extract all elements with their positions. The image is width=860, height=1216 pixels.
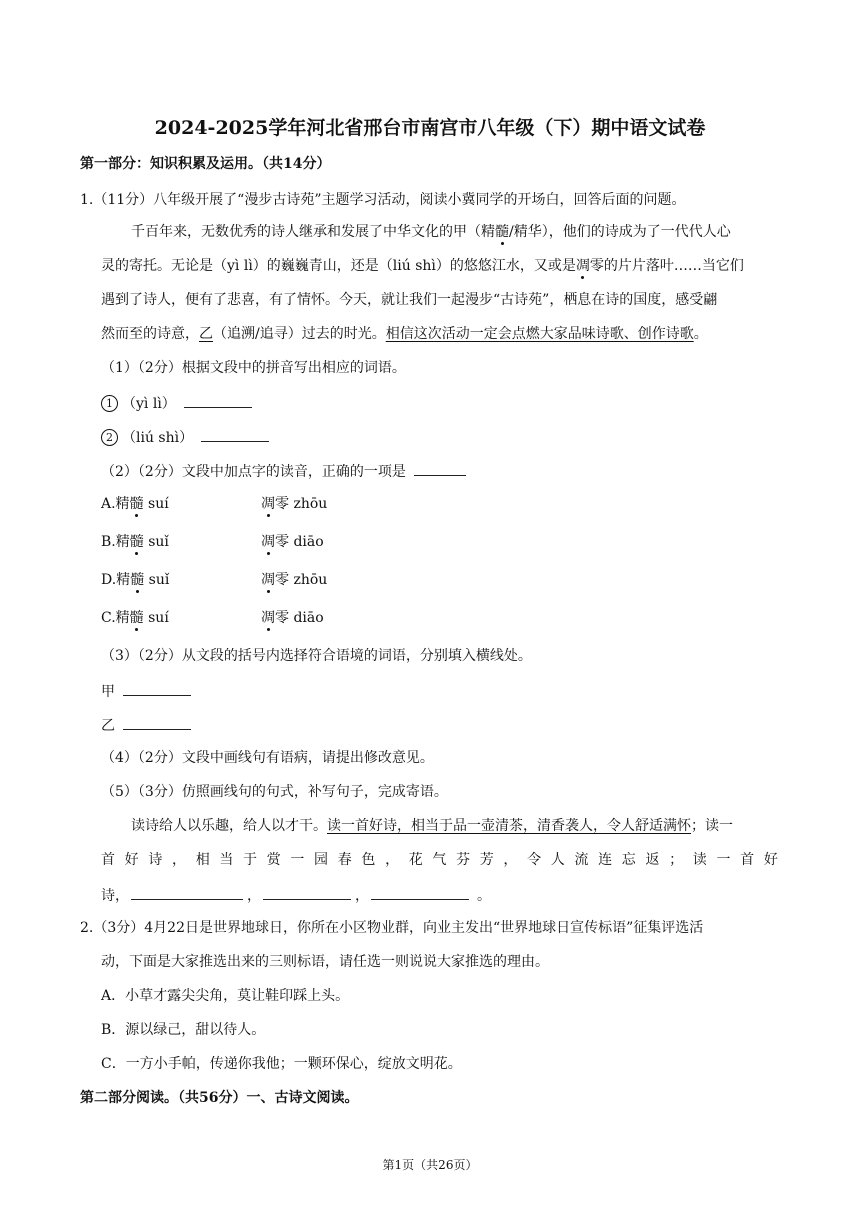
- blank-marker-yi: 乙: [199, 326, 213, 342]
- s5-char: 流: [574, 852, 589, 868]
- sub-question-4: （4）（2分）文段中画线句有语病，请提出修改意见。: [101, 750, 434, 766]
- question-text: （2）（2分）文段中加点字的读音，正确的一项是: [101, 464, 406, 480]
- s5-line-2: [101, 850, 778, 870]
- option-c-second: [261, 608, 324, 628]
- s5-punct: ，: [247, 888, 261, 904]
- s5-char: ；: [669, 852, 684, 868]
- sub-question-2: [101, 460, 466, 482]
- s5-char: 返: [645, 852, 660, 868]
- passage-text: 。: [693, 326, 708, 342]
- circled-number: 2: [101, 429, 118, 446]
- option-b: [101, 532, 169, 552]
- passage-text: /精华），他们的诗成为了一代代人心: [509, 224, 731, 240]
- option-a: [101, 494, 169, 514]
- part1-heading: 第一部分：知识积累及运用。（共14分）: [80, 156, 331, 172]
- underlined-sentence: 相信这次活动一定会点燃大家品味诗歌、创作诗歌: [385, 326, 694, 342]
- answer-blank[interactable]: [263, 884, 351, 900]
- circled-number: 1: [101, 395, 118, 412]
- answer-blank[interactable]: [131, 884, 243, 900]
- sub3-yi: [101, 714, 191, 736]
- passage-line-3: 遇到了诗人，便有了悲喜，有了情怀。今天，就让我们一起漫步“古诗苑”，栖息在诗的国度，感受翩: [101, 292, 718, 308]
- s5-char: 花: [408, 852, 423, 868]
- s5-char: 春: [337, 852, 352, 868]
- answer-blank[interactable]: [123, 714, 191, 730]
- pinyin: suǐ: [143, 534, 169, 550]
- s5-char: 园: [314, 852, 329, 868]
- s5-char: ，: [172, 852, 187, 868]
- option-b-second: [261, 532, 324, 552]
- pinyin: suǐ: [144, 572, 170, 588]
- q2-option-b: B．源以绿己，甜以待人。: [101, 1022, 266, 1038]
- answer-blank[interactable]: [184, 392, 252, 408]
- pinyin-label: （liú shì）: [122, 430, 194, 446]
- s5-line-1: [131, 816, 733, 836]
- s5-char: 好: [124, 852, 139, 868]
- passage-text: （追溯/追寻）过去的时光。: [213, 326, 386, 342]
- s5-text: 诗，: [101, 888, 129, 904]
- s5-char: ，: [503, 852, 518, 868]
- q2-stem-line-1: 2.（3分）4月22日是世界地球日，你所在小区物业群，向业主发出“世界地球日宣传标语”征集评选活: [80, 920, 704, 936]
- q2-option-c: C．一方小手帕，传递你我他；一颗环保心，绽放文明花。: [101, 1056, 462, 1072]
- s5-line-3: [101, 884, 491, 906]
- pinyin-label: （yì lì）: [122, 396, 176, 412]
- s5-char: 诗: [148, 852, 163, 868]
- s5-char: 当: [219, 852, 234, 868]
- option-prefix: D.精: [101, 572, 131, 588]
- s5-punct: ，: [355, 888, 369, 904]
- option-d-second: [261, 570, 327, 590]
- dotted-char: 凋: [575, 258, 590, 274]
- sub1-item-2: [101, 426, 269, 448]
- dotted-char: 髓: [129, 610, 144, 626]
- s5-text: ；读一: [691, 818, 733, 834]
- s5-char: 气: [432, 852, 447, 868]
- pinyin: 零 diāo: [275, 534, 324, 550]
- pinyin: 零 zhōu: [275, 496, 328, 512]
- s5-char: 连: [598, 852, 613, 868]
- option-d: [101, 570, 169, 590]
- pinyin: suí: [143, 610, 169, 626]
- s5-char: 首: [740, 852, 755, 868]
- sub-question-1: （1）（2分）根据文段中的拼音写出相应的词语。: [101, 360, 406, 376]
- page-footer: 第1页（共26页）: [382, 1158, 478, 1172]
- s5-char: 芬: [456, 852, 471, 868]
- option-c: [101, 608, 169, 628]
- blank-label: 甲: [101, 684, 115, 700]
- s5-char: 相: [195, 852, 210, 868]
- s5-char: 好: [763, 852, 778, 868]
- s5-char: 赏: [266, 852, 281, 868]
- s5-char: 一: [290, 852, 305, 868]
- sub-question-3: （3）（2分）从文段的括号内选择符合语境的词语，分别填入横线处。: [101, 648, 532, 664]
- pinyin: 零 zhōu: [275, 572, 328, 588]
- pinyin: 零 diāo: [275, 610, 324, 626]
- s5-char: 于: [243, 852, 258, 868]
- dotted-char: 髓: [129, 534, 144, 550]
- dotted-char: 凋: [261, 496, 275, 512]
- dotted-char: 髓: [495, 224, 509, 240]
- page-title: 2024-2025学年河北省邢台市南宫市八年级（下）期中语文试卷: [154, 117, 706, 139]
- dotted-char: 凋: [261, 572, 275, 588]
- s5-char: 令: [527, 852, 542, 868]
- passage-text: 零的片片落叶……当它们: [589, 258, 744, 274]
- blank-label: 乙: [101, 718, 115, 734]
- pinyin: suí: [143, 496, 169, 512]
- s5-char: 忘: [621, 852, 636, 868]
- option-prefix: B.精: [101, 534, 130, 550]
- dotted-char: 凋: [261, 610, 275, 626]
- s5-char: 人: [550, 852, 565, 868]
- option-prefix: C.精: [101, 610, 130, 626]
- s5-text: 读诗给人以乐趣，给人以才干。: [131, 818, 327, 834]
- q2-option-a: A．小草才露尖尖角，莫让鞋印踩上头。: [101, 988, 350, 1004]
- s5-char: ，: [385, 852, 400, 868]
- answer-blank[interactable]: [414, 460, 466, 476]
- sub1-item-1: [101, 392, 252, 414]
- q1-stem: 1.（11分）八年级开展了“漫步古诗苑”主题学习活动，阅读小冀同学的开场白，回答后面的问题。: [80, 192, 686, 208]
- q2-stem-line-2: 动，下面是大家推选出来的三则标语，请任选一则说说大家推选的理由。: [101, 954, 549, 970]
- part2-heading: 第二部分阅读。（共56分）一、古诗文阅读。: [80, 1090, 359, 1106]
- s5-char: 芳: [479, 852, 494, 868]
- sub3-jia: [101, 680, 191, 702]
- dotted-char: 髓: [129, 496, 144, 512]
- passage-text: 灵的寄托。无论是（yì lì）的巍巍青山，还是（liú shì）的悠悠江水，又或是: [101, 258, 576, 274]
- s5-char: 首: [101, 852, 115, 868]
- s5-char: 色: [361, 852, 376, 868]
- option-a-second: [261, 494, 327, 514]
- passage-line-1: [131, 222, 731, 242]
- passage-text: 然而至的诗意，: [101, 326, 199, 342]
- passage-line-2: [101, 256, 744, 276]
- s5-char: 一: [716, 852, 731, 868]
- answer-blank[interactable]: [201, 426, 269, 442]
- sub-question-5: （5）（3分）仿照画线句的句式，补写句子，完成寄语。: [101, 784, 448, 800]
- dotted-char: 凋: [261, 534, 275, 550]
- answer-blank[interactable]: [371, 884, 469, 900]
- dotted-char: 髓: [130, 572, 145, 588]
- s5-punct: 。: [477, 888, 491, 904]
- passage-text: 千百年来，无数优秀的诗人继承和发展了中华文化的甲（精: [131, 224, 495, 240]
- passage-line-4: [101, 324, 708, 344]
- s5-underlined: 读一首好诗，相当于品一壶清茶，清香袭人，令人舒适满怀: [327, 818, 691, 834]
- s5-char: 读: [692, 852, 707, 868]
- answer-blank[interactable]: [123, 680, 191, 696]
- option-prefix: A.精: [101, 496, 130, 512]
